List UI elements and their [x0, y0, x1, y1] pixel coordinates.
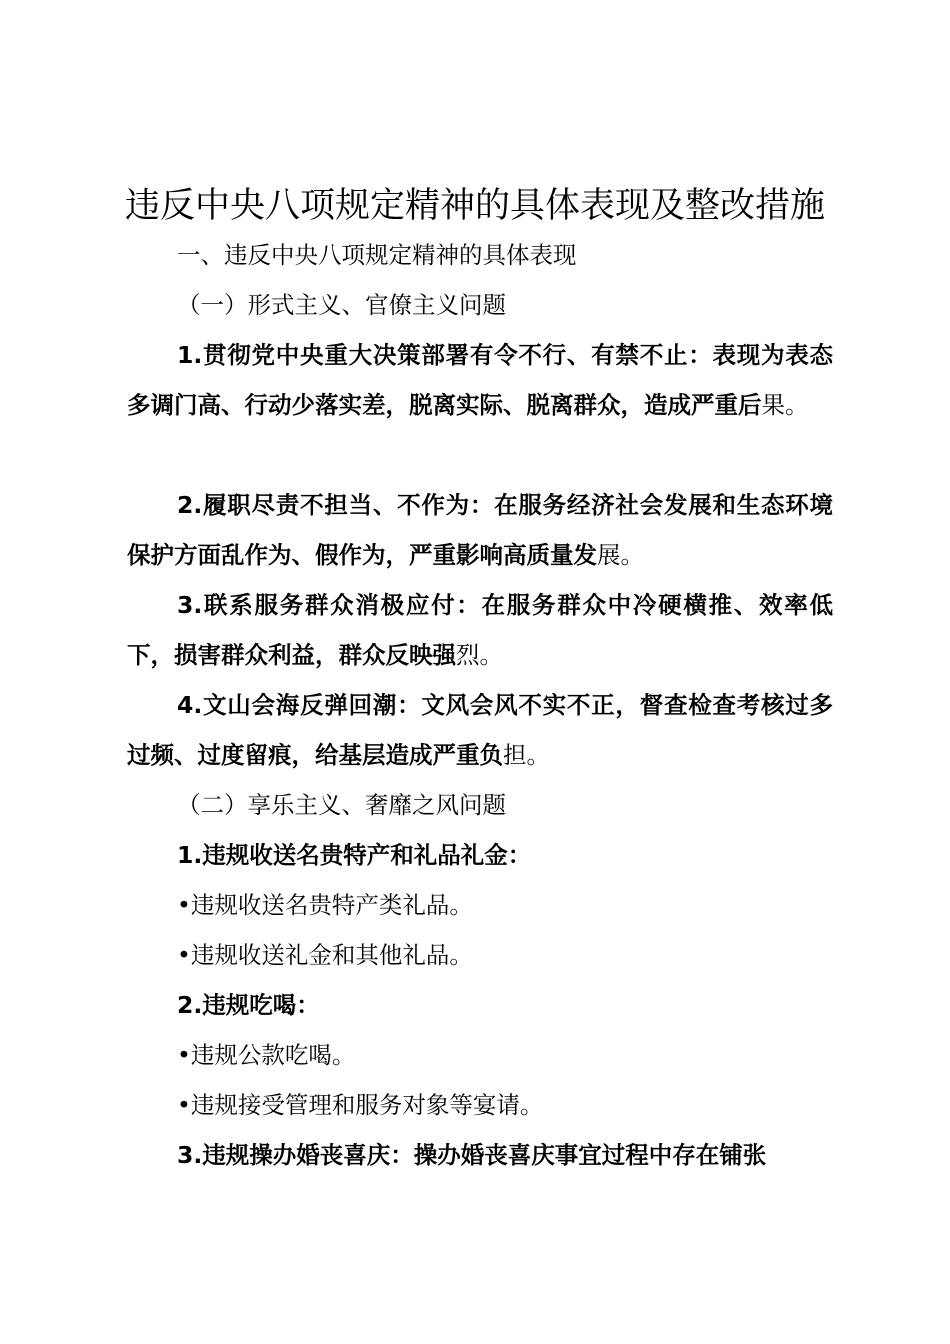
- gifts-heading: 1.违规收送名贵特产和礼品礼金：: [177, 841, 532, 869]
- section-heading: 一、违反中央八项规定精神的具体表现: [177, 241, 577, 269]
- paragraph-item-4: [127, 680, 833, 780]
- bullet-item: •违规公款吃喝。: [177, 1041, 356, 1069]
- subsection-heading: （二）享乐主义、奢靡之风问题: [177, 791, 506, 819]
- paragraph-item-4-bold: 4.文山会海反弹回潮：文风会风不实不正，督查检查考核过多过频、过度留痕，给基层造成严重负: [127, 691, 833, 769]
- paragraph-item-3-tail: 烈。: [456, 641, 503, 669]
- paragraph-item-2-tail: 展。: [597, 541, 644, 569]
- paragraph-item-2: [127, 480, 833, 580]
- dining-heading: 2.违规吃喝：: [177, 991, 320, 1019]
- bullet-item: •违规收送礼金和其他礼品。: [177, 941, 473, 969]
- paragraph-item-3-bold: 3.联系服务群众消极应付：在服务群众中冷硬横推、效率低下，损害群众利益，群众反映强: [127, 591, 833, 669]
- paragraph-item-3: [127, 580, 833, 680]
- paragraph-item-2-bold: 2.履职尽责不担当、不作为：在服务经济社会发展和生态环境保护方面乱作为、假作为，严重影响高质量发: [127, 491, 833, 569]
- paragraph-item-1-tail: 果。: [761, 391, 809, 419]
- bullet-item: •违规收送名贵特产类礼品。: [177, 891, 473, 919]
- subsection-heading: （一）形式主义、官僚主义问题: [177, 291, 506, 319]
- paragraph-item-1-bold: 1.贯彻党中央重大决策部署有令不行、有禁不止：表现为表态多调门高、行动少落实差，脱离实际、脱离群众，造成严重后: [127, 341, 833, 419]
- document-title: 违反中央八项规定精神的具体表现及整改措施: [124, 186, 825, 226]
- paragraph-item-4-tail: 担。: [503, 741, 550, 769]
- bullet-item: •违规接受管理和服务对象等宴请。: [177, 1091, 544, 1119]
- weddings-line: 3.违规操办婚丧喜庆：操办婚丧喜庆事宜过程中存在铺张: [177, 1141, 767, 1169]
- paragraph-item-1: [127, 330, 833, 430]
